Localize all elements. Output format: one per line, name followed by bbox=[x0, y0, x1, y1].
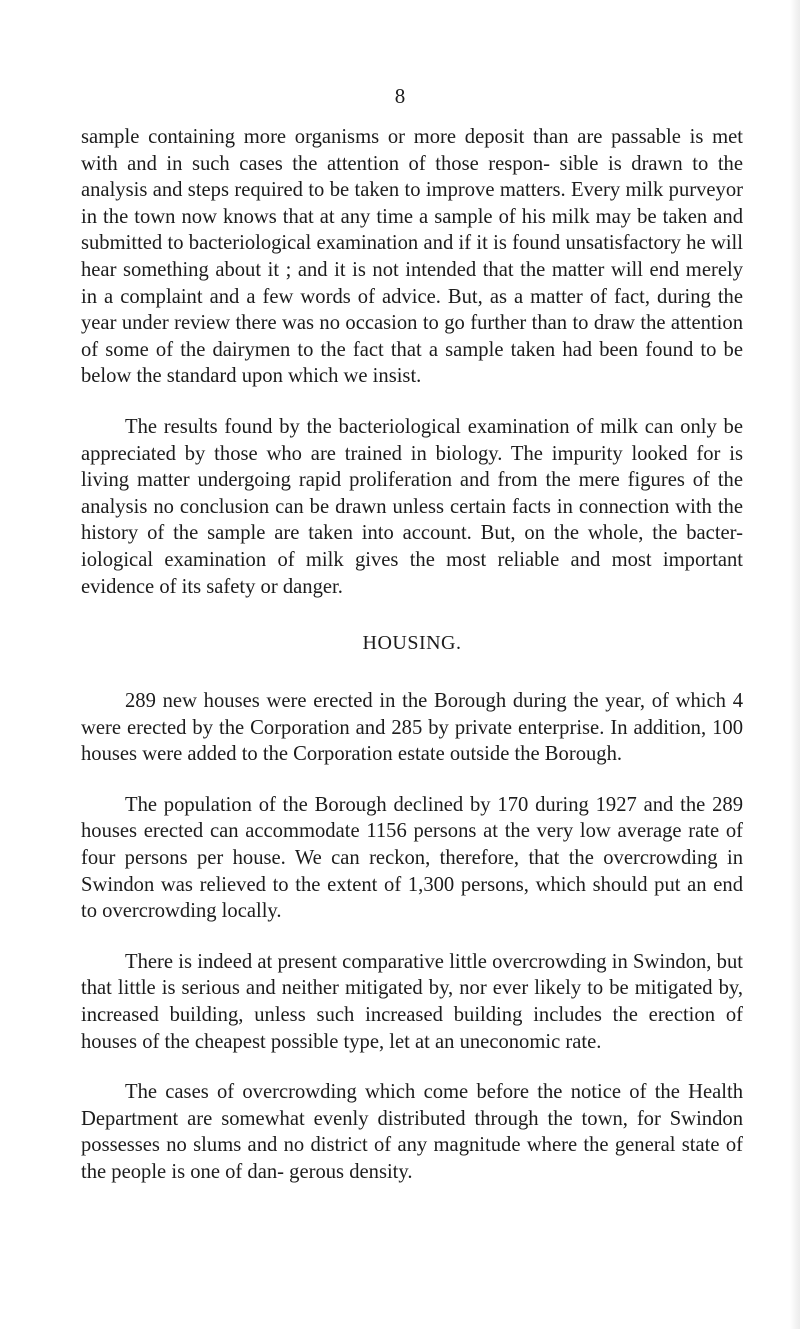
section-heading-housing: HOUSING. bbox=[362, 632, 462, 655]
paragraph-milk-sample-continuation: sample containing more organisms or more deposit than are passable is met with and in such cases the attention of those respon- sible is drawn to the analysis and steps required to be taken to improve matters. Every milk purveyor in the town now knows that at any time a sample of his milk may be taken and submitted to bacteriological examination and if it is found unsatisfactory he will hear something about it ; and it is not intended that the matter will end merely in a complaint and a few words of advice. But, as a matter of fact, during the year under review there was no occasion to go further than to draw the attention of some of the dairymen to the fact that a sample taken had been found to be below the standard upon which we insist. bbox=[81, 126, 743, 388]
paragraph-population-decline: The population of the Borough declined by 170 during 1927 and the 289 houses erected can accommodate 1156 persons at the very low average rate of four persons per house. We can reckon, therefore, that the overcrowding in Swindon was relieved to the extent of 1,300 persons, which should put an end to overcrowding locally. bbox=[81, 793, 743, 923]
document-body bbox=[81, 124, 743, 1186]
paragraph-bacteriological-results: The results found by the bacteriological examination of milk can only be appreciated by those who are trained in biology. The impurity looked for is living matter undergoing rapid proliferation and from the mere figures of the analysis no conclusion can be drawn unless certain facts in connection with the history of the sample are taken into account. But, on the whole, the bacter- iological examination of milk gives the most reliable and most important evidence of its safety or danger. bbox=[81, 415, 743, 598]
paragraph-overcrowding-cases: The cases of overcrowding which come before the notice of the Health Department are somewhat evenly distributed through the town, for Swindon possesses no slums and no district of any magnitude where the general state of the people is one of dan- gerous density. bbox=[81, 1081, 743, 1183]
paragraph-overcrowding-present: There is indeed at present comparative little overcrowding in Swindon, but that little is serious and neither mitigated by, nor ever likely to be mitigated by, increased building, unless such increased building includes the erection of houses of the cheapest possible type, let at an uneconomic rate. bbox=[81, 950, 743, 1053]
paragraph-new-houses: 289 new houses were erected in the Borough during the year, of which 4 were erected by the Corporation and 285 by private enterprise. In addition, 100 houses were added to the Corporation estate outside the Borough. bbox=[81, 690, 743, 766]
page-edge-shadow bbox=[790, 0, 800, 1329]
page-number: 8 bbox=[394, 84, 406, 108]
